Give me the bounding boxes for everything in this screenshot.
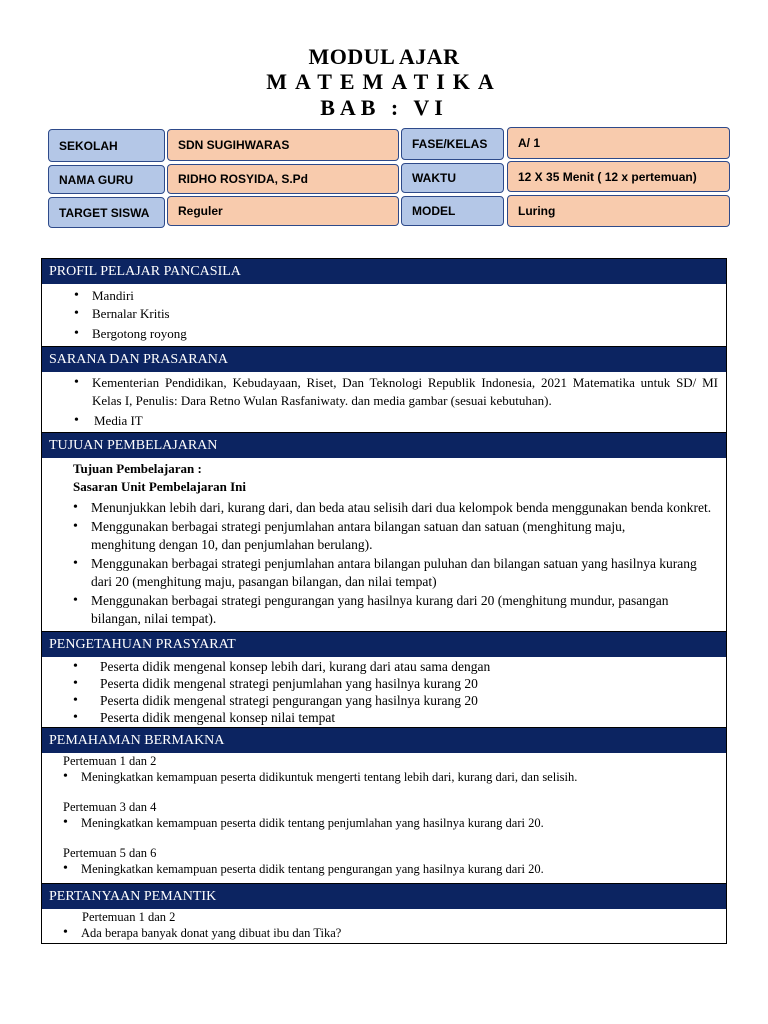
list-item: • Kementerian Pendidikan, Kebudayaan, Riset, Dan Teknologi Republik Indonesia, 2021 Matematika untuk SD/ MI Kelas I, Penulis: Dara Retno Wulan Rasfaniwaty. dan media gambar (sesuai kebutuhan). (74, 374, 718, 410)
tujuan-body (42, 458, 726, 632)
target-label: TARGET SISWA (48, 197, 165, 228)
sarana-body (42, 372, 726, 433)
pemantik-body (42, 909, 726, 943)
tujuan-subtitle: Tujuan Pembelajaran : (73, 461, 202, 476)
list-item: • Meningkatkan kemampuan peserta didik tentang penjumlahan yang hasilnya kurang dari 20. (63, 815, 718, 831)
model-label: MODEL (401, 196, 504, 226)
pemahaman-heading: PEMAHAMAN BERMAKNA (42, 728, 726, 753)
prasyarat-body (42, 657, 726, 728)
profil-body (42, 284, 726, 347)
sekolah-value: SDN SUGIHWARAS (167, 129, 399, 161)
list-item: • Peserta didik mengenal konsep nilai tempat (73, 709, 718, 726)
prasyarat-heading: PENGETAHUAN PRASYARAT (42, 632, 726, 657)
module-table (41, 258, 727, 944)
list-item: • Meningkatkan kemampuan peserta didik tentang pengurangan yang hasilnya kurang dari 20. (63, 861, 718, 877)
sarana-heading: SARANA DAN PRASARANA (42, 347, 726, 372)
doc-subject: MATEMATIKA (266, 69, 502, 94)
pertemuan-title: Pertemuan 5 dan 6 (63, 845, 157, 860)
list-item: • Peserta didik mengenal strategi pengurangan yang hasilnya kurang 20 (73, 692, 718, 709)
list-item: • Bernalar Kritis (74, 305, 726, 323)
list-item: • Meningkatkan kemampuan peserta didikuntuk mengerti tentang lebih dari, kurang dari, dan selisih. (63, 769, 718, 785)
fase-value: A/ 1 (507, 127, 730, 159)
list-item: • Menggunakan berbagai strategi penjumlahan antara bilangan satuan dan satuan (menghitung maju, menghitung dengan 10, dan penjumlahan berulang). (73, 518, 718, 555)
list-item: • Mandiri (74, 287, 726, 305)
list-item: • Peserta didik mengenal konsep lebih dari, kurang dari atau sama dengan (73, 658, 718, 675)
profil-heading: PROFIL PELAJAR PANCASILA (42, 259, 726, 284)
pemantik-heading: PERTANYAAN PEMANTIK (42, 884, 726, 909)
doc-title: MODUL AJAR (308, 44, 460, 69)
list-item: • Bergotong royong (74, 325, 726, 343)
pertemuan-title: Pertemuan 1 dan 2 (82, 909, 176, 924)
list-item: • Ada berapa banyak donat yang dibuat ibu dan Tika? (63, 925, 718, 941)
list-item: • Menggunakan berbagai strategi pengurangan yang hasilnya kurang dari 20 (menghitung mundur, pasangan bilangan, nilai tempat). (73, 592, 718, 629)
fase-label: FASE/KELAS (401, 128, 504, 160)
model-value: Luring (507, 195, 730, 227)
tujuan-heading: TUJUAN PEMBELAJARAN (42, 433, 726, 458)
target-value: Reguler (167, 196, 399, 226)
guru-label: NAMA GURU (48, 165, 165, 194)
pertemuan-title: Pertemuan 1 dan 2 (63, 753, 157, 768)
list-item: • Menggunakan berbagai strategi penjumlahan antara bilangan puluhan dan bilangan satuan yang hasilnya kurang dari 20 (menghitung maju, pasangan bilangan, dan nilai tempat) (73, 555, 718, 592)
waktu-label: WAKTU (401, 163, 504, 193)
sekolah-label: SEKOLAH (48, 129, 165, 162)
list-item: • Peserta didik mengenal strategi penjumlahan yang hasilnya kurang 20 (73, 675, 718, 692)
guru-value: RIDHO ROSYIDA, S.Pd (167, 164, 399, 194)
tujuan-subtitle-2: Sasaran Unit Pembelajaran Ini (73, 479, 246, 494)
waktu-value: 12 X 35 Menit ( 12 x pertemuan) (507, 161, 730, 192)
list-item: • Media IT (74, 412, 718, 430)
pertemuan-title: Pertemuan 3 dan 4 (63, 799, 157, 814)
doc-chapter: BAB : VI (320, 95, 448, 120)
pemahaman-body (42, 753, 726, 884)
list-item: • Menunjukkan lebih dari, kurang dari, dan beda atau selisih dari dua kelompok benda menggunakan benda konkret. (73, 499, 718, 518)
